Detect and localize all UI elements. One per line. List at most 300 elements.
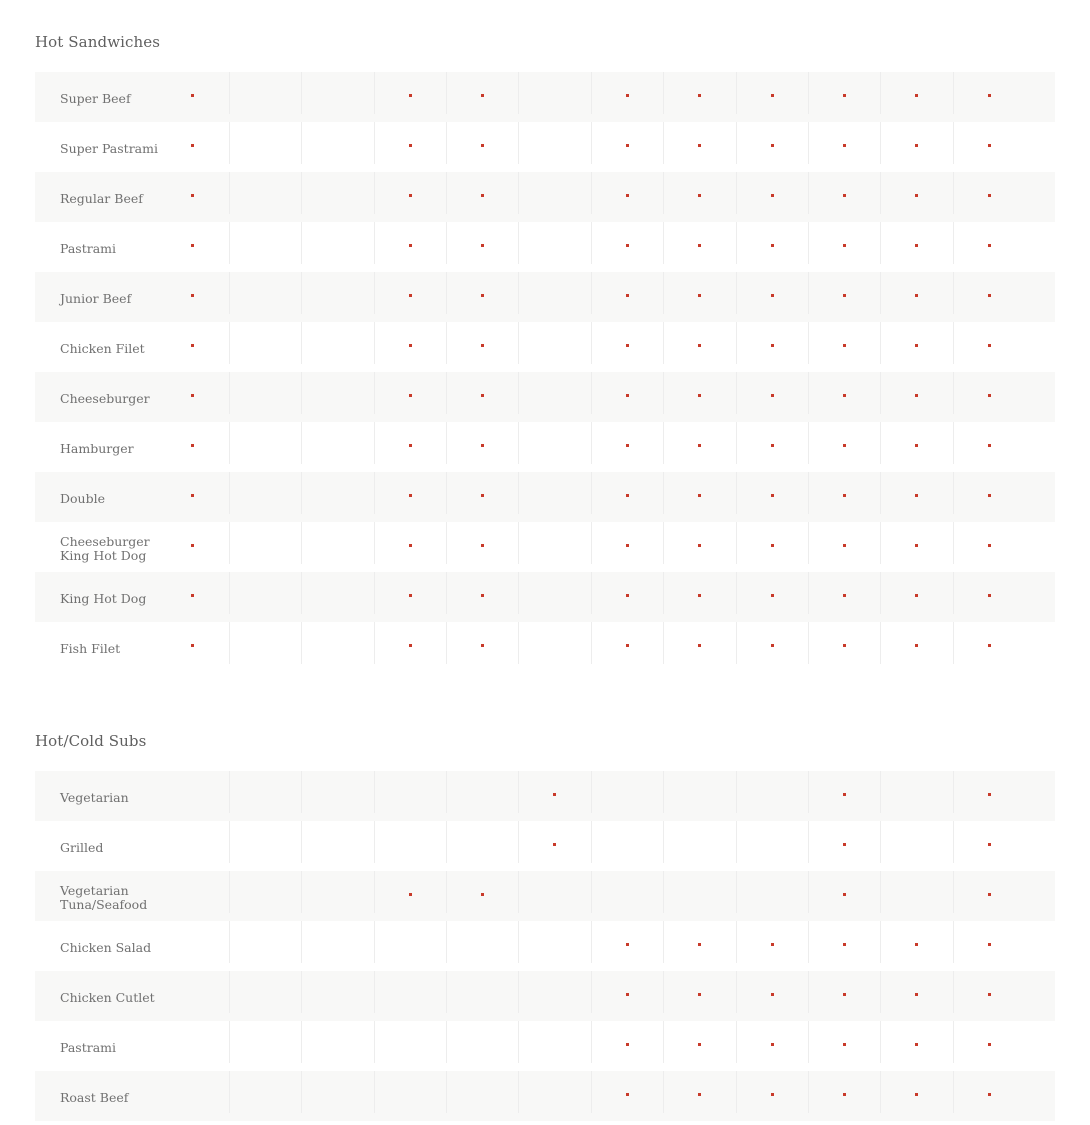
table-cell bbox=[518, 971, 590, 1013]
table-cell bbox=[229, 522, 301, 564]
table-row bbox=[35, 1021, 1055, 1071]
availability-mark bbox=[409, 444, 412, 447]
availability-mark bbox=[626, 1043, 629, 1046]
availability-mark bbox=[915, 244, 918, 247]
availability-mark bbox=[771, 294, 774, 297]
table-cell bbox=[808, 871, 880, 913]
table-cell bbox=[808, 522, 880, 564]
table-row bbox=[35, 771, 1055, 821]
table-cell bbox=[446, 572, 518, 614]
table-cell bbox=[663, 472, 735, 514]
table-cell bbox=[663, 272, 735, 314]
row-label: Cheeseburger King Hot Dog bbox=[60, 533, 150, 563]
table-cell bbox=[591, 272, 663, 314]
availability-mark bbox=[698, 244, 701, 247]
table-cell bbox=[229, 572, 301, 614]
table-cell bbox=[229, 122, 301, 164]
table-cell bbox=[736, 222, 808, 264]
table-cell bbox=[880, 921, 952, 963]
table-cell bbox=[663, 422, 735, 464]
availability-mark bbox=[843, 344, 846, 347]
table-cell bbox=[953, 522, 1025, 564]
availability-mark bbox=[843, 793, 846, 796]
table-cell bbox=[446, 322, 518, 364]
table-cell bbox=[446, 522, 518, 564]
table-cell bbox=[518, 1021, 590, 1063]
table-cell bbox=[880, 971, 952, 1013]
table-cell bbox=[663, 172, 735, 214]
availability-mark bbox=[698, 144, 701, 147]
table-cell bbox=[953, 272, 1025, 314]
availability-mark bbox=[191, 94, 194, 97]
availability-mark bbox=[698, 544, 701, 547]
table-cell bbox=[880, 72, 952, 114]
table-cell bbox=[301, 821, 373, 863]
table-cell bbox=[301, 1071, 373, 1113]
availability-mark bbox=[481, 394, 484, 397]
table-cell bbox=[808, 1071, 880, 1113]
table-cell bbox=[518, 871, 590, 913]
availability-mark bbox=[843, 943, 846, 946]
table-cell bbox=[663, 1021, 735, 1063]
availability-mark bbox=[481, 144, 484, 147]
availability-mark bbox=[915, 594, 918, 597]
row-label: Pastrami bbox=[60, 1039, 117, 1055]
table-cell bbox=[808, 921, 880, 963]
table-cell bbox=[880, 1021, 952, 1063]
availability-mark bbox=[626, 194, 629, 197]
table-cell bbox=[301, 921, 373, 963]
table-cell bbox=[374, 122, 446, 164]
table-cell bbox=[808, 372, 880, 414]
table-cell bbox=[229, 771, 301, 813]
table-cell bbox=[446, 1071, 518, 1113]
table-cell bbox=[880, 871, 952, 913]
availability-mark bbox=[988, 144, 991, 147]
table-cell bbox=[736, 1021, 808, 1063]
availability-mark bbox=[843, 394, 846, 397]
table-row bbox=[35, 422, 1055, 472]
availability-mark bbox=[988, 244, 991, 247]
row-label: Regular Beef bbox=[60, 190, 143, 206]
table-cell bbox=[446, 372, 518, 414]
availability-mark bbox=[771, 194, 774, 197]
table-cell bbox=[880, 122, 952, 164]
availability-mark bbox=[771, 94, 774, 97]
table-row bbox=[35, 172, 1055, 222]
availability-mark bbox=[843, 594, 846, 597]
table-cell bbox=[736, 422, 808, 464]
table-cell bbox=[880, 222, 952, 264]
table-cell bbox=[518, 272, 590, 314]
table-cell bbox=[446, 921, 518, 963]
table-cell bbox=[374, 422, 446, 464]
row-label: Vegetarian bbox=[60, 789, 129, 805]
table-cell bbox=[374, 771, 446, 813]
table-cell bbox=[301, 871, 373, 913]
availability-mark bbox=[771, 1093, 774, 1096]
availability-mark bbox=[843, 544, 846, 547]
table-cell bbox=[663, 921, 735, 963]
table-cell bbox=[301, 771, 373, 813]
availability-mark bbox=[915, 144, 918, 147]
availability-mark bbox=[409, 544, 412, 547]
table-cell bbox=[229, 372, 301, 414]
table-cell bbox=[663, 572, 735, 614]
table-cell bbox=[446, 971, 518, 1013]
table-cell bbox=[301, 572, 373, 614]
availability-mark bbox=[988, 344, 991, 347]
table-cell bbox=[374, 821, 446, 863]
table-cell bbox=[518, 821, 590, 863]
table-cell bbox=[446, 72, 518, 114]
availability-mark bbox=[191, 144, 194, 147]
table-cell bbox=[229, 622, 301, 664]
table-cell bbox=[374, 472, 446, 514]
availability-mark bbox=[698, 394, 701, 397]
availability-mark bbox=[988, 294, 991, 297]
availability-mark bbox=[843, 644, 846, 647]
table-cell bbox=[663, 971, 735, 1013]
availability-mark bbox=[626, 644, 629, 647]
availability-mark bbox=[843, 194, 846, 197]
table-cell bbox=[374, 522, 446, 564]
availability-mark bbox=[191, 494, 194, 497]
table-cell bbox=[953, 971, 1025, 1013]
table-cell bbox=[591, 1071, 663, 1113]
table-cell bbox=[518, 372, 590, 414]
table-cell bbox=[808, 622, 880, 664]
availability-mark bbox=[191, 344, 194, 347]
availability-mark bbox=[409, 244, 412, 247]
table-cell bbox=[374, 322, 446, 364]
table-row bbox=[35, 272, 1055, 322]
table-cell bbox=[591, 422, 663, 464]
table-cell bbox=[229, 1071, 301, 1113]
table-cell bbox=[229, 222, 301, 264]
table-cell bbox=[301, 472, 373, 514]
table-cell bbox=[736, 622, 808, 664]
availability-mark bbox=[843, 993, 846, 996]
availability-mark bbox=[843, 1043, 846, 1046]
availability-mark bbox=[771, 993, 774, 996]
availability-mark bbox=[409, 94, 412, 97]
table-cell bbox=[374, 272, 446, 314]
availability-mark bbox=[409, 144, 412, 147]
availability-mark bbox=[771, 144, 774, 147]
table-cell bbox=[374, 72, 446, 114]
row-label: Super Pastrami bbox=[60, 140, 158, 156]
table-cell bbox=[229, 472, 301, 514]
row-label: King Hot Dog bbox=[60, 590, 147, 606]
table-cell bbox=[808, 422, 880, 464]
table-cell bbox=[663, 222, 735, 264]
table-cell bbox=[518, 771, 590, 813]
availability-mark bbox=[481, 444, 484, 447]
table-row bbox=[35, 522, 1055, 572]
availability-mark bbox=[915, 444, 918, 447]
table-row bbox=[35, 622, 1055, 672]
availability-mark bbox=[481, 494, 484, 497]
table-cell bbox=[591, 172, 663, 214]
row-label: Hamburger bbox=[60, 440, 134, 456]
table-cell bbox=[591, 871, 663, 913]
table-cell bbox=[663, 871, 735, 913]
availability-mark bbox=[191, 444, 194, 447]
table-cell bbox=[880, 572, 952, 614]
availability-mark bbox=[771, 494, 774, 497]
availability-mark bbox=[988, 444, 991, 447]
table-cell bbox=[808, 122, 880, 164]
table-cell bbox=[953, 821, 1025, 863]
availability-mark bbox=[698, 644, 701, 647]
availability-mark bbox=[988, 394, 991, 397]
table-row bbox=[35, 222, 1055, 272]
availability-mark bbox=[553, 843, 556, 846]
table-cell bbox=[374, 172, 446, 214]
availability-mark bbox=[843, 94, 846, 97]
table-cell bbox=[518, 222, 590, 264]
table-cell bbox=[374, 871, 446, 913]
row-label: Vegetarian Tuna/Seafood bbox=[60, 882, 148, 912]
table-cell bbox=[518, 921, 590, 963]
availability-mark bbox=[698, 294, 701, 297]
row-label: Double bbox=[60, 490, 105, 506]
table-cell bbox=[374, 921, 446, 963]
row-label: Junior Beef bbox=[60, 290, 132, 306]
table-cell bbox=[591, 222, 663, 264]
table-cell bbox=[953, 771, 1025, 813]
availability-mark bbox=[191, 594, 194, 597]
table-cell bbox=[736, 821, 808, 863]
table-cell bbox=[953, 372, 1025, 414]
availability-mark bbox=[698, 444, 701, 447]
availability-mark bbox=[553, 793, 556, 796]
table-cell bbox=[953, 222, 1025, 264]
availability-mark bbox=[915, 344, 918, 347]
availability-mark bbox=[698, 344, 701, 347]
table-cell bbox=[446, 771, 518, 813]
table-cell bbox=[880, 272, 952, 314]
table-cell bbox=[953, 921, 1025, 963]
table-cell bbox=[591, 322, 663, 364]
table-cell bbox=[518, 1071, 590, 1113]
availability-mark bbox=[409, 194, 412, 197]
table-cell bbox=[374, 372, 446, 414]
availability-mark bbox=[626, 144, 629, 147]
table-cell bbox=[736, 172, 808, 214]
table-cell bbox=[663, 122, 735, 164]
availability-mark bbox=[771, 244, 774, 247]
table-cell bbox=[953, 472, 1025, 514]
table-cell bbox=[953, 1071, 1025, 1113]
availability-mark bbox=[843, 494, 846, 497]
table-cell bbox=[591, 122, 663, 164]
table-cell bbox=[591, 572, 663, 614]
availability-mark bbox=[988, 194, 991, 197]
availability-mark bbox=[698, 194, 701, 197]
availability-mark bbox=[409, 594, 412, 597]
table-cell bbox=[591, 921, 663, 963]
section-title: Hot Sandwiches bbox=[35, 33, 161, 51]
availability-mark bbox=[698, 594, 701, 597]
table-cell bbox=[591, 472, 663, 514]
availability-mark bbox=[481, 544, 484, 547]
availability-mark bbox=[481, 294, 484, 297]
table-cell bbox=[518, 172, 590, 214]
table-cell bbox=[736, 1071, 808, 1113]
table-cell bbox=[374, 572, 446, 614]
row-label: Grilled bbox=[60, 839, 104, 855]
table-cell bbox=[301, 422, 373, 464]
availability-mark bbox=[409, 394, 412, 397]
table-cell bbox=[301, 222, 373, 264]
table-cell bbox=[229, 322, 301, 364]
table-cell bbox=[374, 622, 446, 664]
table-cell bbox=[301, 1021, 373, 1063]
availability-mark bbox=[988, 94, 991, 97]
availability-mark bbox=[771, 644, 774, 647]
table-cell bbox=[736, 272, 808, 314]
table-cell bbox=[229, 72, 301, 114]
availability-mark bbox=[409, 644, 412, 647]
table-cell bbox=[229, 971, 301, 1013]
row-label: Chicken Filet bbox=[60, 340, 145, 356]
table-cell bbox=[736, 122, 808, 164]
availability-mark bbox=[771, 344, 774, 347]
availability-mark bbox=[988, 793, 991, 796]
availability-mark bbox=[843, 444, 846, 447]
table-cell bbox=[591, 372, 663, 414]
table-cell bbox=[446, 122, 518, 164]
availability-mark bbox=[191, 294, 194, 297]
table-cell bbox=[446, 222, 518, 264]
table-cell bbox=[446, 871, 518, 913]
table-cell bbox=[591, 522, 663, 564]
availability-mark bbox=[626, 1093, 629, 1096]
availability-mark bbox=[915, 494, 918, 497]
availability-mark bbox=[626, 444, 629, 447]
availability-mark bbox=[191, 644, 194, 647]
availability-mark bbox=[843, 144, 846, 147]
availability-mark bbox=[626, 993, 629, 996]
table-cell bbox=[301, 172, 373, 214]
availability-mark bbox=[698, 993, 701, 996]
sandwich-table bbox=[35, 72, 1055, 672]
availability-mark bbox=[771, 544, 774, 547]
availability-mark bbox=[915, 294, 918, 297]
availability-mark bbox=[988, 943, 991, 946]
table-cell bbox=[518, 522, 590, 564]
table-cell bbox=[229, 172, 301, 214]
availability-mark bbox=[191, 394, 194, 397]
table-cell bbox=[808, 322, 880, 364]
table-cell bbox=[374, 1071, 446, 1113]
table-cell bbox=[736, 971, 808, 1013]
table-cell bbox=[663, 522, 735, 564]
availability-mark bbox=[481, 344, 484, 347]
table-cell bbox=[301, 971, 373, 1013]
availability-mark bbox=[481, 594, 484, 597]
table-cell bbox=[229, 422, 301, 464]
availability-mark bbox=[626, 294, 629, 297]
availability-mark bbox=[988, 843, 991, 846]
table-cell bbox=[880, 372, 952, 414]
availability-mark bbox=[409, 494, 412, 497]
availability-mark bbox=[988, 644, 991, 647]
table-cell bbox=[518, 322, 590, 364]
availability-mark bbox=[626, 544, 629, 547]
table-cell bbox=[591, 771, 663, 813]
table-cell bbox=[301, 122, 373, 164]
table-cell bbox=[663, 322, 735, 364]
availability-mark bbox=[988, 893, 991, 896]
table-cell bbox=[518, 422, 590, 464]
table-cell bbox=[663, 771, 735, 813]
table-cell bbox=[229, 871, 301, 913]
table-cell bbox=[880, 522, 952, 564]
availability-mark bbox=[915, 943, 918, 946]
table-cell bbox=[591, 72, 663, 114]
table-cell bbox=[736, 522, 808, 564]
table-cell bbox=[301, 322, 373, 364]
availability-mark bbox=[843, 1093, 846, 1096]
table-cell bbox=[736, 871, 808, 913]
availability-mark bbox=[481, 94, 484, 97]
table-cell bbox=[301, 72, 373, 114]
table-cell bbox=[446, 422, 518, 464]
availability-mark bbox=[988, 993, 991, 996]
table-cell bbox=[229, 1021, 301, 1063]
availability-mark bbox=[626, 344, 629, 347]
availability-mark bbox=[915, 1093, 918, 1096]
availability-mark bbox=[409, 893, 412, 896]
table-cell bbox=[808, 172, 880, 214]
table-cell bbox=[518, 572, 590, 614]
table-cell bbox=[374, 971, 446, 1013]
table-cell bbox=[591, 971, 663, 1013]
availability-mark bbox=[191, 194, 194, 197]
table-cell bbox=[808, 971, 880, 1013]
table-cell bbox=[229, 821, 301, 863]
row-label: Fish Filet bbox=[60, 640, 121, 656]
table-cell bbox=[374, 222, 446, 264]
availability-mark bbox=[626, 594, 629, 597]
availability-mark bbox=[698, 94, 701, 97]
table-cell bbox=[953, 422, 1025, 464]
table-cell bbox=[953, 122, 1025, 164]
row-label: Chicken Salad bbox=[60, 939, 152, 955]
table-cell bbox=[808, 222, 880, 264]
availability-mark bbox=[988, 594, 991, 597]
row-label: Roast Beef bbox=[60, 1089, 129, 1105]
availability-mark bbox=[915, 544, 918, 547]
table-cell bbox=[446, 622, 518, 664]
table-cell bbox=[736, 921, 808, 963]
table-cell bbox=[953, 72, 1025, 114]
table-cell bbox=[808, 472, 880, 514]
table-row bbox=[35, 372, 1055, 422]
table-cell bbox=[880, 1071, 952, 1113]
availability-mark bbox=[771, 943, 774, 946]
table-cell bbox=[953, 1021, 1025, 1063]
table-cell bbox=[301, 272, 373, 314]
table-cell bbox=[518, 122, 590, 164]
availability-mark bbox=[626, 943, 629, 946]
table-cell bbox=[953, 172, 1025, 214]
availability-mark bbox=[481, 644, 484, 647]
table-cell bbox=[663, 1071, 735, 1113]
